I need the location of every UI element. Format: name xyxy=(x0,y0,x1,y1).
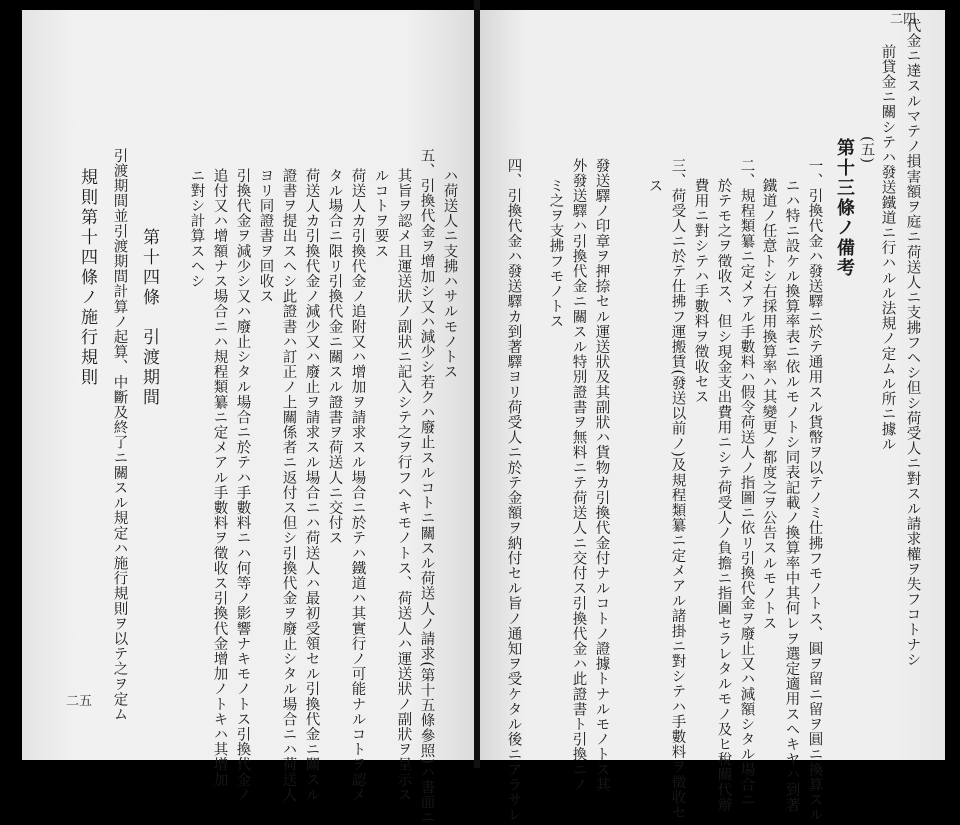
text-column: ニハ特ニ設ケル換算率表ニ依ルモノトシ同表記載ノ換算率中其何レヲ選定適用スヘキヤハ到著 xyxy=(783,178,800,813)
text-column: ミ之ヲ支拂フモノトス xyxy=(547,178,564,329)
left-page xyxy=(22,10,474,825)
text-column: タル場合ニ限リ引換代金ニ關スル證書ヲ荷送人ニ交付ス xyxy=(326,168,343,546)
page-number: 二四 xyxy=(890,12,917,27)
text-column: ス xyxy=(646,178,663,194)
text-column: 代金ニ達スルマテノ損害額ヲ庭ニ荷送人ニ支拂フヘシ但シ荷受人ニ對スル請求權ヲ失フコトナシ xyxy=(904,18,921,668)
text-column: 四、引換代金ハ發送驛カ到著驛ヨリ荷受人ニ於テ金額ヲ納付セル旨ノ通知ヲ受ケタル後ニアラサレ xyxy=(505,158,522,823)
text-column: 荷送人カ引換代金ノ追附又ハ增加ヲ請求スル場合ニ於テハ鐵道ハ其實行ノ可能ナルコトヲ認メ xyxy=(349,168,366,803)
text-column: 前貸金ニ關シテハ發送鐵道ニ行ハルル法規ノ定ムル所ニ據ル xyxy=(879,44,896,452)
book-gutter xyxy=(474,0,480,768)
text-column: 證書ヲ提出スヘシ此證書ハ訂正ノ上關係者ニ返付ス但シ引換代金ヲ廢止シタル場合ニハ荷送人 xyxy=(280,168,297,803)
text-column: 鐵道ノ任意トシ右採用換算率ハ其變更ノ都度之ヲ公告スルモノトス xyxy=(760,178,777,631)
text-column: ヨリ同證書ヲ回收ス xyxy=(257,168,274,304)
page-number: 二五 xyxy=(66,694,93,709)
text-column: 費用ニ對シテハ手數料ヲ徵收セス xyxy=(692,178,709,405)
text-column: 五、引換代金ヲ增加シ又ハ減少シ若クハ廢止スルコトニ關スル荷送人ノ請求(第十五條參照)ハ書面ニ xyxy=(418,148,435,825)
text-column: ハ荷送人ニ支拂ハサルモノトス xyxy=(441,168,458,380)
text-column: 於テモ之ヲ徵收ス、但シ現金支出費用ニシテ荷受人ノ負擔ニ指圖セラレタルモノ及ヒ稅關代辦 xyxy=(715,178,732,813)
text-column: 引換代金ヲ減少シ又ハ廢止シタル場合ニ於テハ手數料ニハ何等ノ影響ナキモノトス引換代金ノ xyxy=(234,168,251,803)
text-column: 追付又ハ增額ナス場合ニハ規程類纂ニ定メアル手數料ヲ徵收ス引換代金增加ノトキハ其增加 xyxy=(211,168,228,788)
text-column: 發送驛ノ印章ヲ押捺セル運送狀及其副狀ハ貨物カ引換代金付ナルコトノ證據トナルモノトス其 xyxy=(593,158,610,793)
right-page xyxy=(480,10,945,823)
item-number: (五) xyxy=(858,136,875,164)
text-column: 其旨ヲ認メ且運送狀ノ副狀ニ記入シテ之ヲ行フヘキモノトス、荷送人ハ運送狀ノ副狀ヲ呈示ス xyxy=(395,168,412,803)
text-column: 三、荷受人ニ於テ仕拂フ運搬賃(發送以前ノ)及規程類纂ニ定メアル諸掛ニ對シテハ手數料ヲ徵收セ xyxy=(669,158,686,820)
text-column: 一、引換代金ハ發送驛ニ於テ通用スル貨幣ヲ以テノミ仕拂フモノトス、圓ヲ留ニ留ヲ圓ニ換算スル xyxy=(806,158,823,823)
article-heading: 第十四條 引渡期間 xyxy=(139,228,159,408)
section-heading: 第十三條ノ備考 xyxy=(834,138,855,278)
rule-heading: 規則第十四條ノ施行規則 xyxy=(77,168,97,388)
text-column: 引渡期間並引渡期間計算ノ起算、中斷及終了ニ關スル規定ハ施行規則ヲ以テ之ヲ定ム xyxy=(111,148,128,722)
text-column: ルコトヲ要ス xyxy=(372,168,389,259)
text-column: ニ對シ計算スヘシ xyxy=(188,168,205,289)
text-column: 二、規程類纂ニ定メアル手數料ハ假令荷送人ノ指圖ニ依リ引換代金ヲ廢止又ハ減額シタル場合ニ xyxy=(738,158,755,808)
text-column: 荷送人カ引換代金ノ減少又ハ廢止ヲ請求スル場合ニハ荷送人ハ最初受領セル引換代金ニ關スル xyxy=(303,168,320,803)
text-column: 外發送驛ハ引換代金ニ關スル特別證書ヲ無料ニテ荷送人ニ交付ス引換代金ハ此證書ト引換ニノ xyxy=(570,158,587,793)
